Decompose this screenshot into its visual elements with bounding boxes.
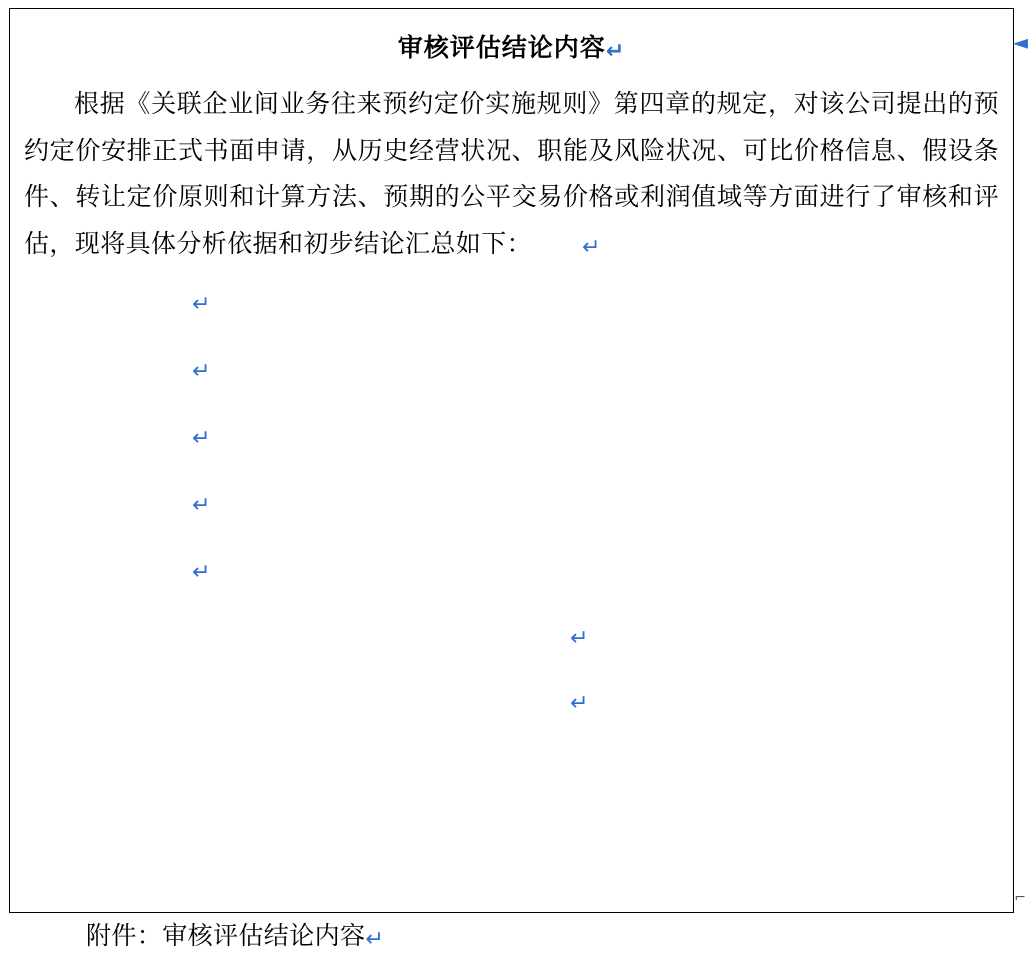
paragraph-mark-icon: ↵ bbox=[192, 359, 211, 384]
paragraph-mark-icon: ↵ bbox=[570, 691, 589, 716]
table-resize-handle-icon[interactable]: ⌐ bbox=[1014, 890, 1026, 906]
document-paragraph-text: 根据《关联企业间业务往来预约定价实施规则》第四章的规定，对该公司提出的预约定价安排正式书面申请，从历史经营状况、职能及风险状况、可比价格信息、假设条件、转让定价原则和计算方法、预期的公平交易价格或利润值域等方面进行了审核和评估，现将具体分析依据和初步结论汇总如下： bbox=[24, 91, 999, 258]
empty-paragraph bbox=[24, 335, 999, 402]
document-content-frame bbox=[9, 8, 1014, 913]
paragraph-mark-icon: ↵ bbox=[582, 234, 601, 260]
empty-paragraph-centered bbox=[24, 603, 999, 668]
empty-paragraph-centered bbox=[24, 668, 999, 733]
paragraph-mark-icon: ↵ bbox=[192, 426, 211, 451]
paragraph-mark-icon: ↵ bbox=[605, 39, 626, 64]
empty-paragraph bbox=[24, 469, 999, 536]
paragraph-mark-icon: ↵ bbox=[365, 927, 385, 952]
attachment-footer-text: 附件：审核评估结论内容 bbox=[86, 923, 366, 950]
document-title-text: 审核评估结论内容 bbox=[397, 35, 606, 62]
document-title bbox=[24, 31, 999, 66]
empty-paragraph bbox=[24, 536, 999, 603]
empty-paragraph bbox=[24, 268, 999, 335]
attachment-footer bbox=[9, 916, 1014, 952]
empty-paragraph bbox=[24, 402, 999, 469]
right-edge-marker-icon: ◄ bbox=[1012, 30, 1028, 54]
paragraph-mark-icon: ↵ bbox=[192, 560, 211, 585]
document-body bbox=[10, 9, 1013, 912]
paragraph-mark-icon: ↵ bbox=[192, 292, 211, 317]
paragraph-mark-icon: ↵ bbox=[192, 493, 211, 518]
paragraph-mark-icon: ↵ bbox=[570, 626, 589, 651]
document-paragraph bbox=[24, 82, 999, 268]
